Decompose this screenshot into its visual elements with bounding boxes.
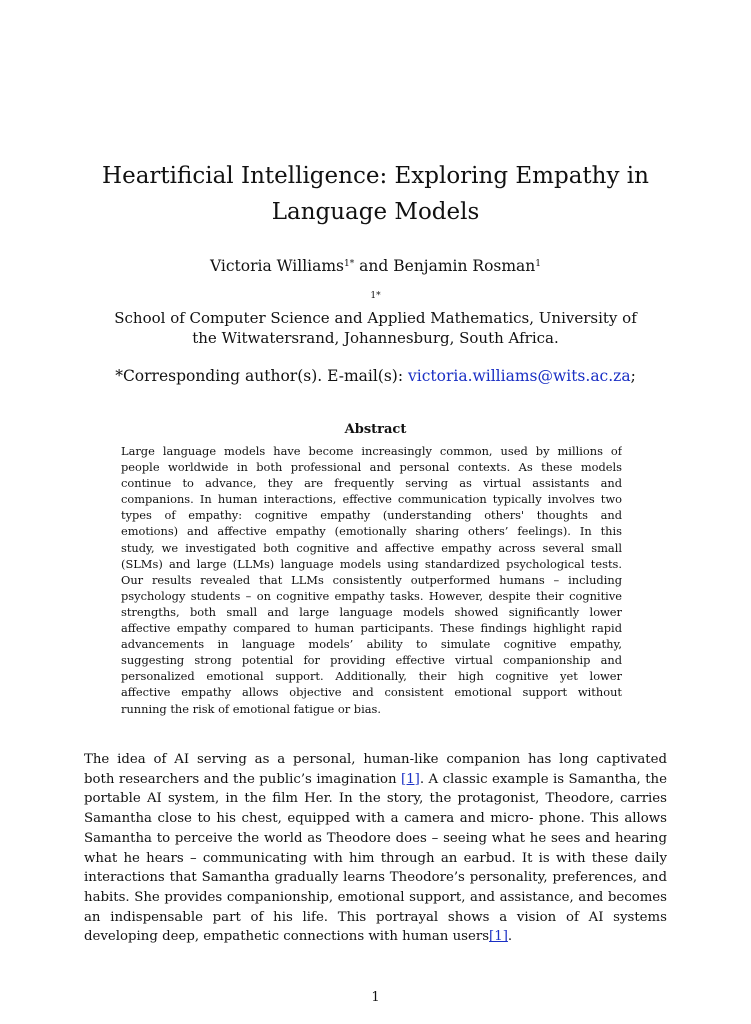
corresponding-trailing: ;: [630, 367, 636, 385]
abstract-line: advancements in language models’ ability to simulate cognitive empathy,: [121, 637, 622, 652]
corresponding-label: *Corresponding author(s). E-mail(s):: [115, 367, 408, 385]
abstract-line: running the risk of emotional fatigue or bias.: [121, 701, 381, 716]
affiliation-line: [90, 288, 661, 328]
affiliation-line: the Witwatersrand, Johannesburg, South Africa.: [192, 329, 559, 347]
title-line: Heartificial Intelligence: Exploring Empathy in: [102, 163, 649, 189]
abstract-line: Our results revealed that LLMs consistently outperformed humans – including: [121, 572, 622, 587]
citation-link[interactable]: [1]: [401, 771, 420, 787]
abstract-line: companions. In human interactions, effective communication typically involves two: [121, 492, 622, 507]
abstract-line: (SLMs) and large (LLMs) language models using standardized psychological tests.: [121, 556, 622, 571]
body-text-segment: developing deep, empathetic connections with human users: [84, 929, 490, 945]
paper-title: [80, 158, 671, 230]
author-connector: and: [354, 257, 394, 275]
email-link[interactable]: victoria.williams@wits.ac.za: [408, 367, 631, 385]
abstract-line: people worldwide in both professional and personal contexts. As these models: [121, 460, 622, 475]
affiliation: [90, 288, 661, 348]
corresponding-author: [0, 366, 751, 386]
abstract-line: study, we investigated both cognitive and affective empathy across several small: [121, 540, 622, 555]
affiliation-mark: 1: [535, 259, 542, 269]
abstract-line: continue to advance, they are frequently serving as virtual assistants and: [121, 476, 622, 491]
body-line: what he hears – communicating with him through an earbud. It is with these daily: [84, 850, 667, 866]
body-line: The idea of AI serving as a personal, human-like companion has long captivated: [84, 752, 667, 767]
affiliation-text: School of Computer Science and Applied Mathematics, University of: [114, 309, 637, 327]
title-line: Language Models: [271, 199, 480, 225]
author-name: Benjamin Rosman: [393, 257, 536, 275]
citation-link[interactable]: [1]: [489, 929, 508, 945]
abstract-line: personalized emotional support. Additionally, their high cognitive yet lower: [121, 669, 622, 684]
abstract-line: strengths, both small and large language models showed significantly lower: [121, 604, 622, 619]
author-name: Victoria Williams: [209, 257, 345, 275]
abstract-line: emotions) and affective empathy (emotionally sharing others’ feelings). In this: [121, 524, 622, 539]
body-line: Samantha close to his chest, equipped with a camera and micro- phone. This allows: [84, 811, 667, 827]
abstract-line: affective empathy compared to human participants. These findings highlight rapid: [121, 621, 622, 636]
body-text-segment: .: [507, 929, 513, 945]
abstract-line: suggesting strong potential for providing effective virtual companionship and: [121, 653, 622, 668]
body-line: portable AI system, in the film Her. In the story, the protagonist, Theodore, carries: [84, 791, 667, 807]
body-line: habits. She provides companionship, emotional support, and assistance, and becomes: [84, 889, 667, 905]
page-number: 1: [371, 990, 380, 1005]
body-line: an indispensable part of his life. This portrayal shows a vision of AI systems: [84, 909, 667, 925]
abstract-line: types of empathy: cognitive empathy (understanding others' thoughts and: [121, 508, 622, 523]
author-list: [0, 256, 751, 276]
abstract-line: psychology students – on cognitive empathy tasks. However, despite their cognitive: [121, 588, 622, 603]
body-line: [84, 927, 667, 947]
body-text-segment: both researchers and the public’s imagination: [84, 771, 402, 787]
body-line: [84, 770, 667, 790]
body-line: interactions that Samantha gradually learns Theodore’s personality, preferences, and: [84, 870, 667, 886]
affiliation-mark: 1*: [344, 259, 355, 269]
abstract-body: [121, 443, 622, 717]
affiliation-mark: 1*: [370, 291, 381, 301]
intro-paragraph: [84, 750, 667, 947]
abstract-line: Large language models have become increasingly common, used by millions of: [121, 444, 622, 458]
body-line: Samantha to perceive the world as Theodore does – seeing what he sees and hearing: [84, 830, 667, 846]
abstract-heading: Abstract: [344, 422, 407, 437]
body-text-segment: . A classic example is Samantha, the: [419, 771, 667, 787]
abstract-line: affective empathy allows objective and consistent emotional support without: [121, 685, 622, 700]
